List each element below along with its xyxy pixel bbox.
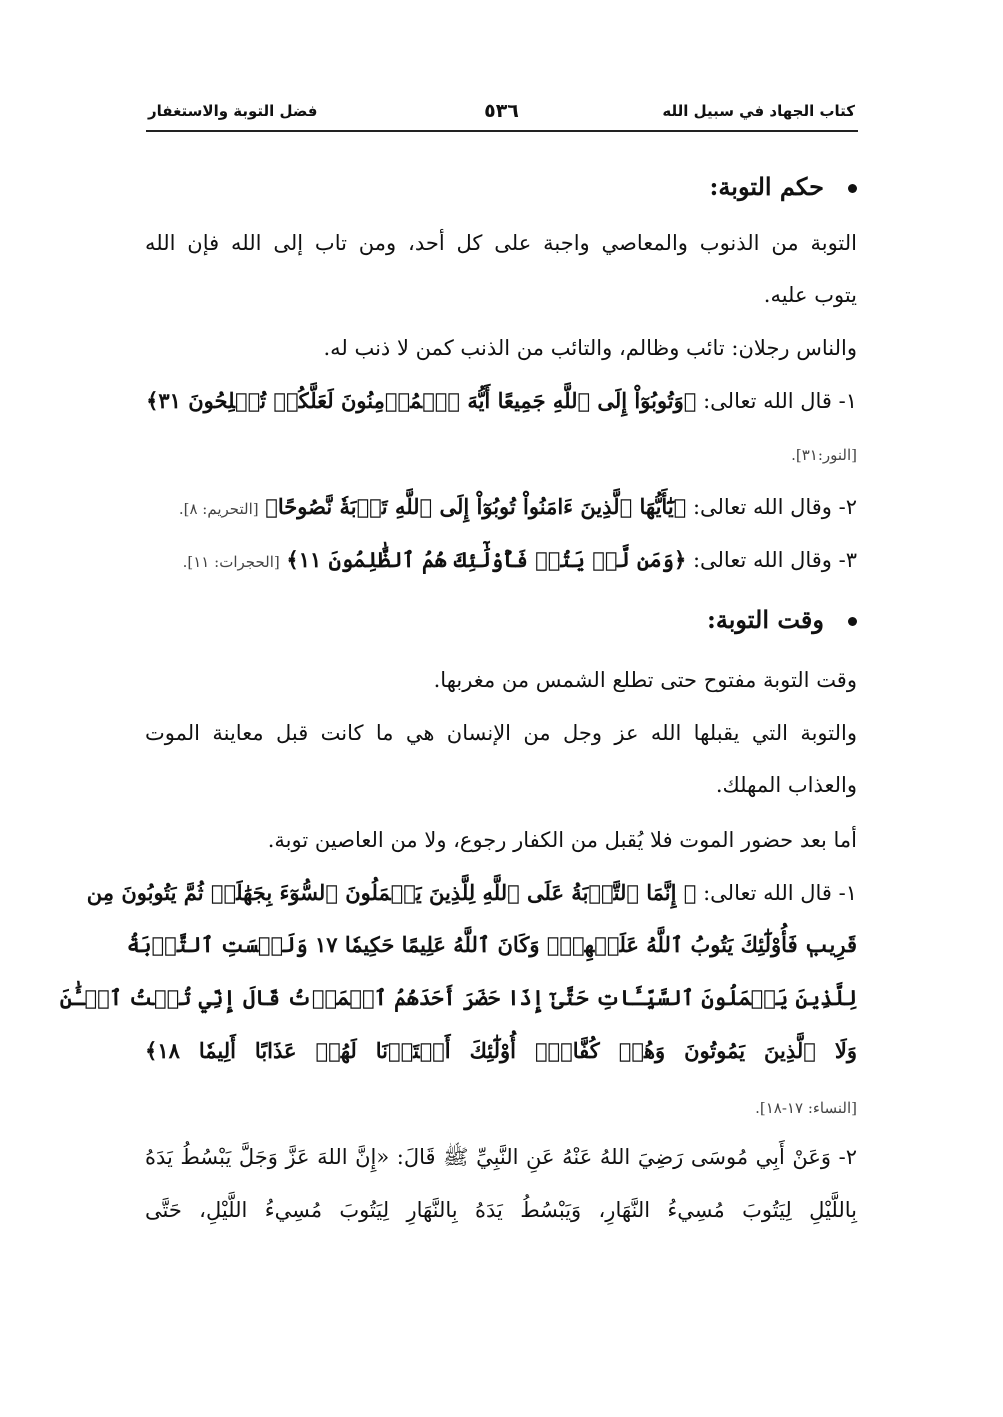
list-item-intro: ١- قال الله تعالى: — [703, 389, 857, 413]
verse-reference: [النور:٣١]. — [791, 446, 857, 464]
section-heading-ruling — [145, 172, 857, 202]
hadith-line: ٢- وَعَنْ أَبِي مُوسَى رَضِيَ اللهُ عَنْهُ عَنِ النَّبِيِّ ﷺ قَالَ: «إِنَّ اللهَ عَزَّ وَجَلَّ يَبْسُطُ يَدَهُ — [145, 1145, 857, 1169]
verse-reference: [النساء: ١٧-١٨]. — [755, 1099, 857, 1117]
hadith-line: بِاللَّيْلِ لِيَتُوبَ مُسِيءُ النَّهَارِ، وَيَبْسُطُ يَدَهُ بِالنَّهَارِ لِيَتُوبَ مُسِيءُ اللَّيْلِ، حَتَّى — [145, 1198, 857, 1222]
list-item-verse-line — [86, 878, 857, 908]
verse-reference: [الحجرات: ١١]. — [182, 553, 280, 571]
paragraph-line: التوبة من الذنوب والمعاصي واجبة على كل أحد، ومن تاب إلى الله فإن الله — [145, 231, 857, 255]
list-item-verse-2 — [145, 492, 857, 524]
paragraph-line: والعذاب المهلك. — [715, 773, 857, 797]
paragraph: والناس رجلان: تائب وظالم، والتائب من الذنب كمن لا ذنب له. — [323, 336, 857, 360]
list-item-verse-1 — [145, 386, 857, 416]
verse-reference: [التحريم: ٨]. — [178, 500, 259, 518]
quran-verse-line: لِلَّذِينَ يَعۡمَلُونَ ٱلسَّيِّـَٔاتِ حَتَّىٰٓ إِذَا حَضَرَ أَحَدَهُمُ ٱلۡمَوۡتُ قَالَ إِنِّي تُبۡتُ ٱلۡـَٰٔنَ — [59, 985, 857, 1010]
header-divider — [146, 130, 858, 132]
paragraph: أما بعد حضور الموت فلا يُقبل من الكفار رجوع، ولا من العاصين توبة. — [267, 828, 857, 852]
list-item-intro: ١- قال الله تعالى: — [703, 881, 857, 905]
bullet-icon — [848, 184, 857, 193]
quran-verse: ﴿ إِنَّمَا ٱلتَّوۡبَةُ عَلَى ٱللَّهِ لِلَّذِينَ يَعۡمَلُونَ ٱلسُّوٓءَ بِجَهَٰلَةٖ ثُمَّ يَتُوبُونَ مِن — [86, 880, 697, 905]
page-number: ٥٣٦ — [484, 100, 519, 122]
heading-text: وقت التوبة: — [706, 605, 824, 634]
running-header-book-title: كتاب الجهاد في سبيل الله — [662, 102, 855, 120]
paragraph-line: والتوبة التي يقبلها الله عز وجل من الإنسان هي ما كانت قبل معاينة الموت — [145, 721, 857, 745]
paragraph-line: يتوب عليه. — [763, 283, 857, 307]
quran-verse-line: وَلَا ٱلَّذِينَ يَمُوتُونَ وَهُمۡ كُفَّارٌۚ أُوْلَٰٓئِكَ أَعۡتَدۡنَا لَهُمۡ عَذَابًا أَلِيمٗا ١٨﴾ — [145, 1038, 857, 1063]
quran-verse: ﴿وَمَن لَّمۡ يَتُبۡ فَأُوْلَٰٓئِكَ هُمُ ٱلظَّٰلِمُونَ ١١﴾ — [286, 547, 687, 572]
list-item-intro: ٢- وقال الله تعالى: — [692, 495, 857, 519]
bullet-icon — [848, 617, 857, 626]
heading-text: حكم التوبة: — [709, 172, 824, 201]
quran-verse: ﴿وَتُوبُوٓاْ إِلَى ٱللَّهِ جَمِيعًا أَيُّهَ ٱلۡمُؤۡمِنُونَ لَعَلَّكُمۡ تُفۡلِحُونَ ٣١﴾ — [146, 388, 697, 413]
section-heading-time — [145, 605, 857, 635]
list-item-verse-3 — [145, 545, 857, 577]
quran-verse: ﴿يَٰٓأَيُّهَا ٱلَّذِينَ ءَامَنُواْ تُوبُوٓاْ إِلَى ٱللَّهِ تَوۡبَةٗ نَّصُوحًا﴾ — [265, 494, 687, 519]
paragraph: وقت التوبة مفتوح حتى تطلع الشمس من مغربها. — [433, 668, 857, 692]
list-item-intro: ٣- وقال الله تعالى: — [692, 548, 857, 572]
quran-verse-line: قَرِيبٖ فَأُوْلَٰٓئِكَ يَتُوبُ ٱللَّهُ عَلَيۡهِمۡۗ وَكَانَ ٱللَّهُ عَلِيمًا حَكِيمٗا ١٧ وَلَيۡسَتِ ٱلتَّوۡبَةُ — [126, 932, 857, 957]
running-header-chapter-title: فضل التوبة والاستغفار — [148, 102, 318, 120]
